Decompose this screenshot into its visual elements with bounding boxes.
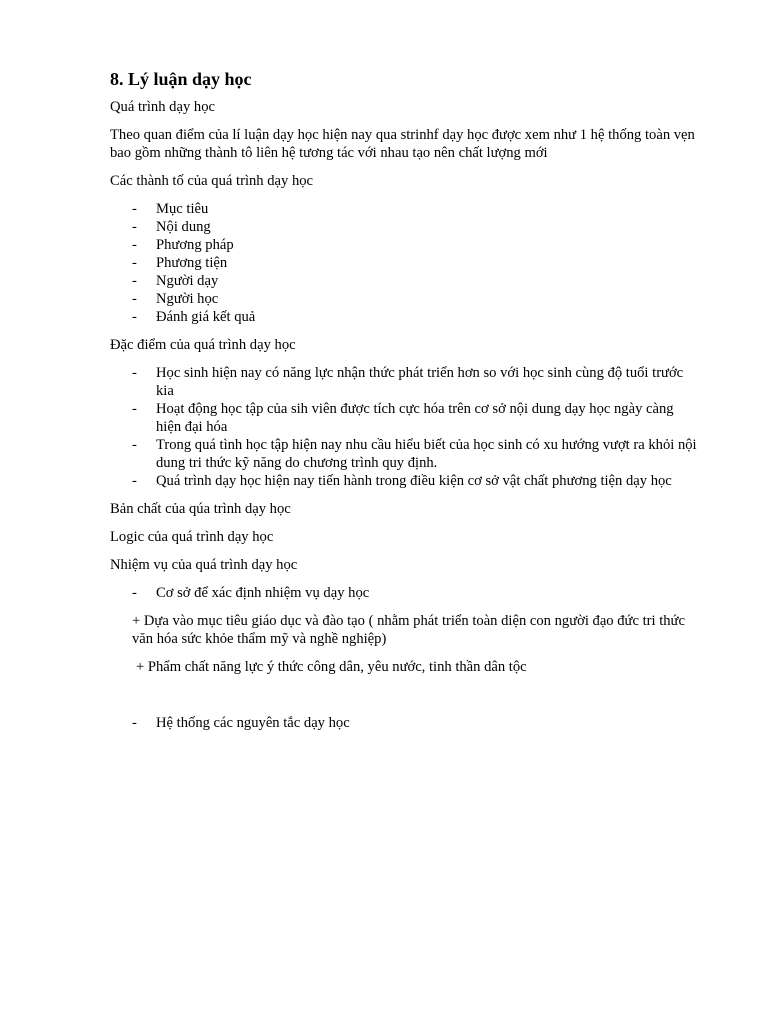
list-item: - Nội dung <box>132 219 211 235</box>
dash-bullet: - <box>132 291 137 307</box>
dash-bullet: - <box>132 219 137 235</box>
list-item: - Quá trình dạy học hiện nay tiến hành trong điều kiện cơ sở vật chất phương tiện dạy học <box>132 473 672 489</box>
plus-item-goals: + Dựa vào mục tiêu giáo dục và đào tạo ( nhằm phát triển toàn diện con người đạo đức tri thức văn hóa sức khỏe thẩm mỹ và nghề nghiệp) <box>132 613 685 647</box>
paragraph-tasks: Nhiệm vụ của quá trình dạy học <box>110 557 298 573</box>
list-item: - Người dạy <box>132 273 219 289</box>
paragraph-characteristics-title: Đặc điểm của quá trình dạy học <box>110 337 296 353</box>
characteristics-list <box>110 364 700 490</box>
paragraph-teaching-process: Quá trình dạy học <box>110 99 215 115</box>
list-item: - Phương tiện <box>132 255 228 271</box>
list-item: - Trong quá tình học tập hiện nay nhu cầu hiểu biết của học sinh có xu hướng vượt ra khỏi nội dung tri thức kỹ năng do chương trình quy định. <box>132 437 697 471</box>
components-list <box>110 200 700 326</box>
list-item: - Người học <box>132 291 219 307</box>
paragraph-nature: Bản chất của qúa trình dạy học <box>110 501 291 517</box>
paragraph-modern-view: Theo quan điểm của lí luận dạy học hiện nay qua strinhf dạy học được xem như 1 hệ thống toàn vẹn bao gồm những thành tô liên hệ tương tác với nhau tạo nên chất lượng mới <box>110 127 695 161</box>
list-item: - Cơ sở để xác định nhiệm vụ dạy học <box>132 585 370 601</box>
section-heading: 8. Lý luận dạy học <box>110 69 252 89</box>
document-body <box>110 68 700 742</box>
list-item: - Hệ thống các nguyên tắc dạy học <box>132 715 350 731</box>
list-item: - Phương pháp <box>132 237 234 253</box>
plus-item-qualities: + Phẩm chất năng lực ý thức công dân, yêu nước, tinh thần dân tộc <box>136 659 527 675</box>
list-item: - Học sinh hiện nay có năng lực nhận thức phát triển hơn so với học sinh cùng độ tuổi trước kia <box>132 365 684 399</box>
dash-bullet: - <box>132 473 137 489</box>
dash-bullet: - <box>132 715 137 731</box>
paragraph-components-title: Các thành tố của quá trình dạy học <box>110 173 314 189</box>
dash-bullet: - <box>132 255 137 271</box>
paragraph-logic: Logic của quá trình dạy học <box>110 529 274 545</box>
list-item: - Mục tiêu <box>132 201 209 217</box>
dash-bullet: - <box>132 365 137 381</box>
dash-bullet: - <box>132 309 137 325</box>
principles-list <box>110 714 700 732</box>
dash-bullet: - <box>132 437 137 453</box>
dash-bullet: - <box>132 585 137 601</box>
dash-bullet: - <box>132 201 137 217</box>
dash-bullet: - <box>132 237 137 253</box>
list-item: - Đánh giá kết quả <box>132 309 256 325</box>
dash-bullet: - <box>132 401 137 417</box>
list-item: - Hoạt động học tập của sih viên được tích cực hóa trên cơ sở nội dung dạy học ngày càng hiện đại hóa <box>132 401 674 435</box>
tasks-list <box>110 584 700 602</box>
blank-space <box>110 686 700 714</box>
dash-bullet: - <box>132 273 137 289</box>
